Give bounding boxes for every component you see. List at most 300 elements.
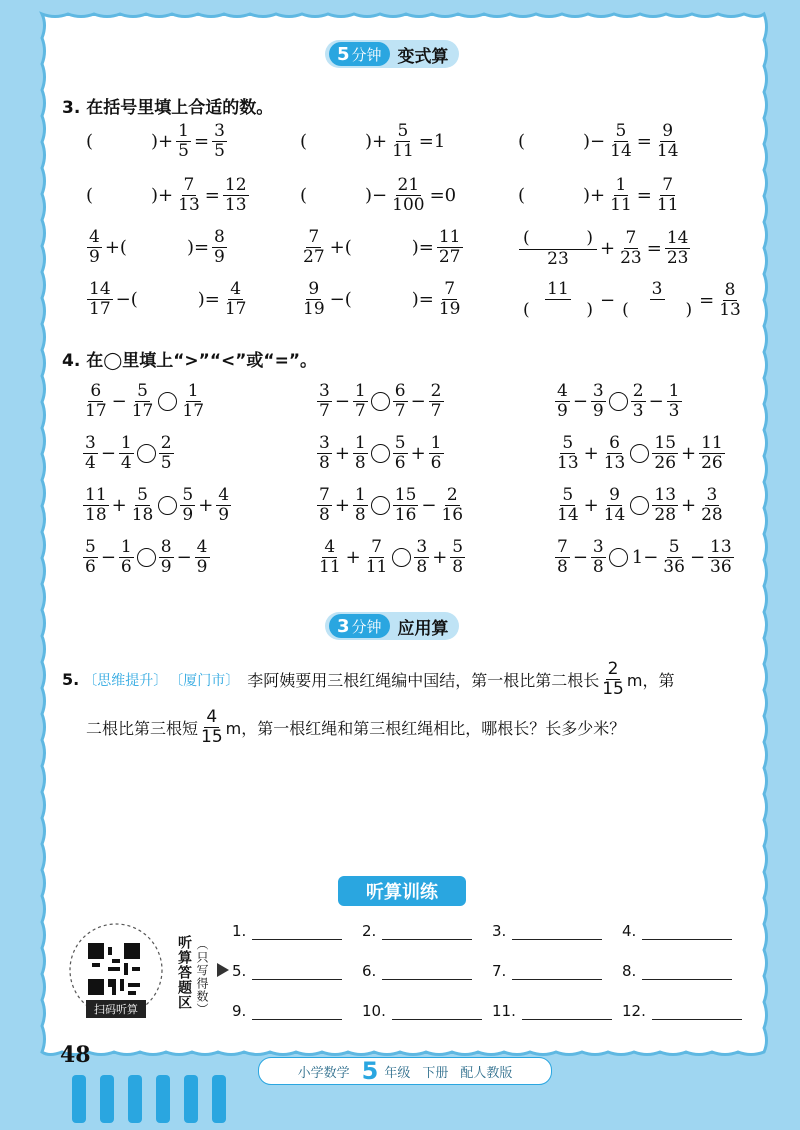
denominator: 17 — [131, 401, 154, 421]
numerator: 5 — [397, 121, 409, 141]
q3-title: 3. 在括号里填上合适的数。 — [62, 98, 274, 118]
fraction — [176, 122, 191, 161]
q5-text-2a: 二根比第三根短 — [86, 719, 199, 738]
q5-number: 5. — [62, 670, 80, 689]
compare-circle[interactable] — [630, 444, 649, 463]
fraction — [83, 382, 109, 421]
numerator: 1 — [178, 121, 189, 141]
open-paren: ( — [86, 185, 94, 206]
badge-time: 5 分钟 — [329, 42, 390, 66]
operator: )+ — [151, 131, 174, 152]
answer-slot — [622, 962, 732, 980]
denominator: 27 — [438, 247, 461, 267]
answer-number: 12. — [622, 1002, 646, 1020]
denominator: 9 — [160, 557, 172, 577]
open-paren: ( — [86, 131, 94, 152]
fraction — [353, 486, 368, 525]
compare-circle[interactable] — [158, 496, 177, 515]
answer-number: 10. — [362, 1002, 386, 1020]
denominator: 11 — [319, 557, 341, 577]
numerator: 8 — [160, 537, 172, 557]
fraction — [119, 434, 134, 473]
fraction — [667, 382, 682, 421]
fraction — [119, 538, 134, 577]
numerator: 7 — [371, 537, 382, 557]
answer-slot — [362, 1002, 482, 1020]
fraction — [591, 538, 606, 577]
numerator: 14 — [89, 279, 111, 299]
answer-number: 1. — [232, 922, 247, 940]
operator: + — [583, 495, 599, 516]
fraction — [652, 486, 678, 525]
operator: + — [600, 238, 616, 259]
numerator: 14 — [666, 228, 689, 248]
denominator: 5 — [214, 141, 225, 161]
compare-circle[interactable] — [158, 392, 177, 411]
fraction — [717, 281, 743, 320]
open-paren: ( — [518, 185, 526, 206]
compare-circle[interactable] — [371, 496, 390, 515]
answer-number: 3. — [492, 922, 507, 940]
denominator: 14 — [610, 141, 632, 161]
fraction — [353, 382, 368, 421]
answer-line[interactable] — [652, 1005, 742, 1020]
fraction — [437, 228, 463, 267]
denominator: 17 — [85, 401, 107, 421]
fraction — [393, 486, 419, 525]
q5-fraction-1: $\frac{2}{15}$ — [602, 659, 624, 699]
denominator: 6 — [394, 453, 406, 473]
fraction — [450, 538, 465, 577]
numerator: 4 — [89, 227, 100, 247]
denominator: 23 — [666, 248, 689, 268]
denominator: 7 — [319, 401, 330, 421]
fraction — [301, 280, 327, 319]
answer-area-note: （只写得数） — [195, 938, 209, 1016]
compare-circle[interactable] — [371, 444, 390, 463]
denominator: 13 — [224, 195, 247, 215]
denominator: 8 — [416, 557, 428, 577]
q3-item — [518, 280, 744, 321]
operator: − — [572, 391, 588, 412]
denominator: 7 — [430, 401, 442, 421]
open-paren: ( — [523, 228, 530, 248]
operator: − — [100, 443, 116, 464]
q3-item — [300, 280, 464, 319]
footer-grade-number: 5 — [361, 1057, 379, 1085]
q3-item — [518, 228, 691, 269]
numerator: 1 — [120, 537, 132, 557]
answer-line[interactable] — [512, 925, 602, 940]
denominator: 9 — [557, 401, 568, 421]
denominator: 17 — [89, 299, 111, 319]
numerator: 21 — [397, 175, 420, 195]
answer-line[interactable] — [642, 965, 732, 980]
denominator: 14 — [557, 505, 579, 525]
q5-text-1b: m，第 — [626, 671, 675, 690]
q3-item — [300, 122, 447, 161]
answer-line[interactable] — [522, 1005, 612, 1020]
numerator: 3 — [651, 279, 663, 299]
numerator: 7 — [662, 175, 674, 195]
denominator: 36 — [710, 557, 732, 577]
close-paren: ) — [586, 228, 593, 248]
numerator: 8 — [724, 280, 736, 300]
numerator-blank — [519, 228, 597, 250]
answer-line[interactable] — [642, 925, 732, 940]
operator: − — [600, 290, 616, 311]
fraction — [223, 176, 249, 215]
fraction — [602, 434, 628, 473]
denominator: 4 — [85, 453, 96, 473]
denominator: 23 — [620, 248, 642, 268]
operator: + — [345, 547, 361, 568]
fraction — [655, 176, 681, 215]
numerator: 13 — [654, 485, 677, 505]
q4-title: 4. 在◯里填上“>”“<”或“=”。 — [62, 351, 317, 371]
denominator: 11 — [365, 557, 388, 577]
numerator: 5 — [562, 485, 574, 505]
denominator: 18 — [131, 505, 154, 525]
numerator: 15 — [654, 433, 677, 453]
q4-item — [82, 538, 211, 577]
numerator: 5 — [452, 537, 464, 557]
operator: + — [111, 495, 127, 516]
q3-item — [518, 176, 682, 215]
numerator: 1 — [668, 381, 680, 401]
scan-to-listen-label[interactable]: 扫码听算 — [86, 1000, 146, 1018]
answer-slot — [622, 1002, 742, 1020]
numerator: 5 — [182, 485, 194, 505]
answer-slot — [492, 922, 602, 940]
badge-title: 应用算 — [397, 618, 449, 639]
compare-circle[interactable] — [137, 444, 156, 463]
numerator: 15 — [394, 485, 417, 505]
fraction — [130, 486, 156, 525]
numerator: 5 — [137, 381, 148, 401]
numerator: 3 — [319, 381, 330, 401]
compare-circle[interactable] — [137, 548, 156, 567]
compare-circle[interactable] — [392, 548, 411, 567]
denominator: 23 — [547, 249, 569, 269]
compare-circle[interactable] — [609, 392, 628, 411]
answer-number: 9. — [232, 1002, 247, 1020]
denominator: 16 — [441, 505, 464, 525]
answer-line[interactable] — [252, 1005, 342, 1020]
fraction — [393, 382, 408, 421]
numerator: 7 — [183, 175, 195, 195]
answer-slot — [492, 1002, 612, 1020]
denominator: 9 — [182, 505, 194, 525]
q4-item — [316, 382, 445, 421]
q3-item — [86, 176, 250, 215]
fraction — [317, 538, 343, 577]
denominator: 7 — [354, 401, 366, 421]
footer-term: 下册 — [422, 1065, 449, 1081]
answer-line[interactable] — [252, 925, 342, 940]
fraction — [83, 486, 109, 525]
answer-line[interactable] — [382, 965, 472, 980]
denominator: 6 — [85, 557, 96, 577]
q4-item — [554, 434, 726, 473]
numerator: 6 — [609, 433, 620, 453]
fraction — [87, 280, 113, 319]
fraction — [618, 229, 644, 268]
q5-fraction-2: $\frac{4}{15}$ — [201, 707, 223, 747]
compare-circle[interactable] — [609, 548, 628, 567]
numerator: 6 — [90, 381, 102, 401]
denominator: 11 — [610, 195, 632, 215]
denominator: 26 — [654, 453, 677, 473]
close-paren: ) — [586, 300, 593, 320]
fraction — [180, 486, 195, 525]
fraction — [83, 538, 98, 577]
answer-slot — [232, 922, 342, 940]
fraction — [602, 486, 628, 525]
answer-line[interactable] — [392, 1005, 482, 1020]
blank-fraction — [618, 280, 696, 321]
answer-number: 2. — [362, 922, 377, 940]
denominator: 8 — [557, 557, 568, 577]
listening-title: 听算训练 — [338, 876, 466, 906]
equals: = — [636, 131, 652, 152]
numerator: 5 — [137, 485, 148, 505]
numerator: 3 — [706, 485, 718, 505]
denominator: 27 — [303, 247, 325, 267]
q3-item — [86, 122, 228, 161]
answer-number: 5. — [232, 962, 247, 980]
equals: )= — [411, 237, 434, 258]
numerator: 4 — [230, 279, 242, 299]
fraction — [301, 228, 327, 267]
denominator: 4 — [120, 453, 132, 473]
fraction — [591, 382, 606, 421]
numerator: 1 — [354, 381, 366, 401]
equals: = — [646, 238, 662, 259]
fraction — [317, 434, 332, 473]
answer-line[interactable] — [382, 925, 472, 940]
section-badge-3min — [325, 612, 459, 640]
numerator: 9 — [308, 279, 320, 299]
q3-item — [300, 228, 464, 267]
answer-number: 4. — [622, 922, 637, 940]
open-paren: ( — [300, 185, 308, 206]
fraction — [393, 434, 408, 473]
denominator: 28 — [654, 505, 677, 525]
answer-number: 8. — [622, 962, 637, 980]
badge-time: 3 分钟 — [329, 614, 390, 638]
denominator: 8 — [319, 453, 330, 473]
denominator: 18 — [85, 505, 107, 525]
equals: = — [193, 131, 210, 152]
equals: = — [699, 290, 715, 311]
open-paren: ( — [300, 131, 308, 152]
answer-number: 11. — [492, 1002, 516, 1020]
denominator: 19 — [438, 299, 461, 319]
play-arrow-icon — [217, 963, 229, 977]
operator: 1− — [631, 547, 659, 568]
numerator: 2 — [446, 485, 458, 505]
q4-item — [554, 382, 683, 421]
numerator: 9 — [662, 121, 674, 141]
operator: − — [572, 547, 588, 568]
page-number: 48 — [60, 1042, 91, 1068]
denominator: 16 — [394, 505, 417, 525]
footer-subject: 小学数学 — [297, 1065, 350, 1081]
operator: − — [111, 391, 127, 412]
numerator: 4 — [324, 537, 336, 557]
footer-edition: 配人教版 — [460, 1065, 513, 1081]
operator: − — [689, 547, 706, 568]
denominator: 9 — [592, 401, 604, 421]
fraction — [708, 538, 734, 577]
fraction — [87, 228, 102, 267]
equals: )= — [411, 289, 434, 310]
fraction — [159, 538, 174, 577]
fraction — [317, 382, 332, 421]
numerator: 2 — [430, 381, 442, 401]
denominator-blank — [618, 300, 696, 321]
equals: = — [636, 185, 652, 206]
fraction — [555, 486, 581, 525]
operator: + — [198, 495, 214, 516]
denominator: 3 — [632, 401, 644, 421]
numerator: 3 — [85, 433, 96, 453]
fraction — [130, 382, 156, 421]
answer-line[interactable] — [512, 965, 602, 980]
numerator: 1 — [120, 433, 132, 453]
numerator: 11 — [85, 485, 107, 505]
operator: + — [583, 443, 599, 464]
blank-fraction — [519, 280, 597, 321]
numerator: 7 — [557, 537, 568, 557]
answer-line[interactable] — [252, 965, 342, 980]
answer-slot — [492, 962, 602, 980]
fraction — [608, 176, 634, 215]
q4-item — [82, 434, 175, 473]
q4-item — [316, 434, 445, 473]
open-paren: ( — [622, 300, 629, 320]
fraction — [390, 122, 416, 161]
equals: )= — [186, 237, 210, 258]
numerator: 11 — [701, 433, 723, 453]
denominator: 5 — [178, 141, 189, 161]
fraction — [212, 228, 227, 267]
q5-tag-thinking: 〔思维提升〕 — [83, 672, 168, 689]
fraction — [439, 486, 465, 525]
numerator: 2 — [632, 381, 644, 401]
numerator: 1 — [187, 381, 199, 401]
compare-circle[interactable] — [630, 496, 649, 515]
denominator: 100 — [392, 195, 425, 215]
fraction — [414, 538, 429, 577]
section-badge-5min — [325, 40, 459, 68]
answer-slot — [232, 1002, 342, 1020]
q4-item — [82, 382, 207, 421]
equals: = — [204, 185, 220, 206]
numerator: 7 — [319, 485, 330, 505]
fraction — [608, 122, 634, 161]
operator: + — [432, 547, 448, 568]
denominator: 26 — [701, 453, 723, 473]
operator: + — [410, 443, 426, 464]
denominator: 14 — [656, 141, 679, 161]
numerator: 3 — [592, 537, 604, 557]
operator: − — [176, 547, 192, 568]
compare-circle[interactable] — [371, 392, 390, 411]
answer-slot — [622, 922, 732, 940]
q3-item — [86, 228, 228, 267]
fraction — [180, 382, 206, 421]
answer-slot — [232, 962, 342, 980]
fraction — [555, 538, 570, 577]
denominator: 13 — [557, 453, 579, 473]
fraction — [655, 122, 681, 161]
denominator: 9 — [196, 557, 208, 577]
operator: )− — [583, 131, 606, 152]
numerator: 5 — [562, 433, 574, 453]
numerator: 11 — [547, 279, 569, 299]
answer-number: 6. — [362, 962, 377, 980]
denominator: 17 — [224, 299, 247, 319]
denominator: 9 — [89, 247, 100, 267]
fraction — [223, 280, 249, 319]
denominator: 11 — [656, 195, 679, 215]
close-paren: ) — [685, 300, 693, 320]
q3-item — [86, 280, 250, 319]
operator: − — [100, 547, 116, 568]
footer-banner — [258, 1057, 552, 1085]
denominator: 36 — [663, 557, 685, 577]
denominator: 8 — [354, 453, 366, 473]
fraction — [555, 382, 570, 421]
numerator: 5 — [394, 433, 406, 453]
blank-fraction — [519, 228, 597, 269]
numerator: 8 — [214, 227, 225, 247]
operator: −( — [115, 289, 138, 310]
numerator: 4 — [557, 381, 568, 401]
open-paren: ( — [518, 131, 526, 152]
numerator: 12 — [224, 175, 247, 195]
q5-tag-city: 〔厦门市〕 — [169, 672, 240, 689]
fraction — [661, 538, 687, 577]
denominator: 7 — [394, 401, 406, 421]
q5-text-1a: 李阿姨要用三根红绳编中国结，第一根比第二根长 — [247, 671, 600, 690]
denominator: 13 — [178, 195, 200, 215]
q4-item — [82, 486, 232, 525]
q3-item — [518, 122, 682, 161]
fraction — [195, 538, 210, 577]
denominator: 8 — [592, 557, 604, 577]
denominator: 14 — [603, 505, 626, 525]
fraction — [665, 229, 691, 268]
numerator: 5 — [668, 537, 680, 557]
operator: )− — [365, 185, 388, 206]
operator: − — [334, 391, 350, 412]
numerator: 5 — [615, 121, 627, 141]
fraction — [699, 434, 725, 473]
operator: − — [421, 495, 437, 516]
numerator: 7 — [625, 228, 637, 248]
operator: + — [334, 443, 350, 464]
fraction — [652, 434, 678, 473]
operator: − — [648, 391, 664, 412]
numerator: 3 — [319, 433, 330, 453]
denominator: 28 — [701, 505, 723, 525]
numerator: 7 — [444, 279, 456, 299]
denominator: 13 — [603, 453, 626, 473]
numerator: 1 — [430, 433, 442, 453]
